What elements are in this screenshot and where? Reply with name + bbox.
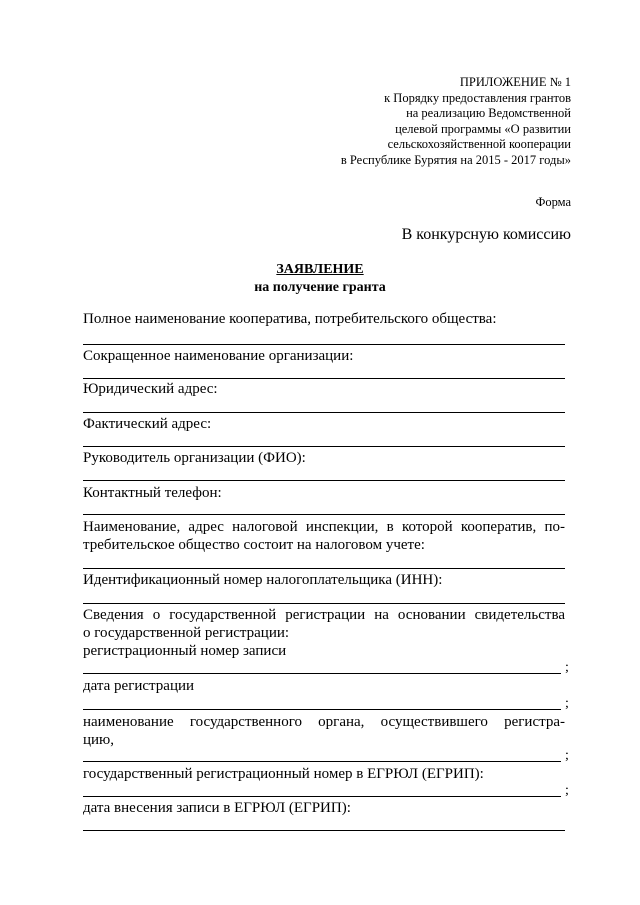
full-name-field[interactable] xyxy=(83,344,565,345)
annex-line: к Порядку предоставления грантов xyxy=(384,90,571,105)
reg-authority-semicolon: ; xyxy=(565,748,569,763)
tax-office-label-line1: Наименование, адрес налоговой инспекции, в которой кооператив, по- xyxy=(83,519,565,535)
registration-label-line1: Сведения о государственной регистрации на основании свидетельства xyxy=(83,607,565,623)
ogrn-label: государственный регистрационный номер в ЕГРЮЛ (ЕГРИП): xyxy=(83,766,484,782)
reg-date-label: дата регистрации xyxy=(83,678,195,694)
actual-address-field[interactable] xyxy=(83,446,565,447)
reg-date-field[interactable] xyxy=(83,709,561,710)
egrul-date-label: дата внесения записи в ЕГРЮЛ (ЕГРИП): xyxy=(83,800,351,816)
annex-line: целевой программы «О развитии xyxy=(395,121,571,136)
document-title xyxy=(0,261,640,297)
legal-address-field[interactable] xyxy=(83,412,565,413)
ogrn-semicolon: ; xyxy=(565,783,569,798)
reg-authority-label-line1: наименование государственного органа, осуществившего регистра- xyxy=(83,714,565,730)
inn-label: Идентификационный номер налогоплательщика (ИНН): xyxy=(83,572,443,588)
phone-label: Контактный телефон: xyxy=(83,485,222,501)
tax-office-label-line2: требительское общество состоит на налоговом учете: xyxy=(83,537,425,553)
annex-line: в Республике Бурятия на 2015 - 2017 годы» xyxy=(340,152,571,167)
registration-label-line2: о государственной регистрации: xyxy=(83,625,290,641)
reg-authority-label-line2: цию, xyxy=(83,732,115,748)
actual-address-label: Фактический адрес: xyxy=(83,416,212,432)
addressee: В конкурсную комиссию xyxy=(401,226,571,243)
reg-number-field[interactable] xyxy=(83,673,561,674)
head-label: Руководитель организации (ФИО): xyxy=(83,450,306,466)
short-name-field[interactable] xyxy=(83,378,565,379)
legal-address-label: Юридический адрес: xyxy=(83,381,218,397)
inn-field[interactable] xyxy=(83,603,565,604)
reg-number-semicolon: ; xyxy=(565,660,569,675)
annex-line: на реализацию Ведомственной xyxy=(406,106,571,120)
short-name-label: Сокращенное наименование организации: xyxy=(83,348,354,364)
form-label: Форма xyxy=(535,195,571,209)
full-name-label: Полное наименование кооператива, потребительского общества: xyxy=(83,311,497,327)
annex-line: сельскохозяйственной кооперации xyxy=(387,137,571,151)
ogrn-field[interactable] xyxy=(83,796,561,797)
tax-office-field[interactable] xyxy=(83,568,565,569)
reg-number-label: регистрационный номер записи xyxy=(83,643,287,659)
head-field[interactable] xyxy=(83,480,565,481)
phone-field[interactable] xyxy=(83,514,565,515)
reg-authority-field[interactable] xyxy=(83,761,561,762)
title-sub: на получение гранта xyxy=(254,280,386,295)
annex-header xyxy=(271,75,571,168)
egrul-date-field[interactable] xyxy=(83,830,565,831)
title-main: ЗАЯВЛЕНИЕ xyxy=(276,262,364,277)
reg-date-semicolon: ; xyxy=(565,696,569,711)
annex-number: ПРИЛОЖЕНИЕ № 1 xyxy=(459,75,571,89)
